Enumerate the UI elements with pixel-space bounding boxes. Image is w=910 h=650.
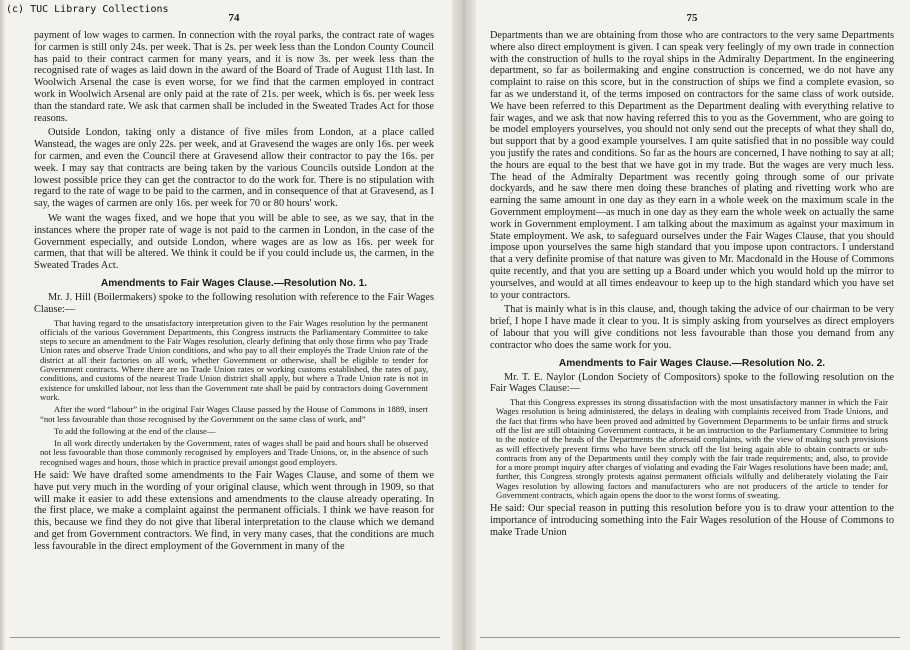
left-bottom-edge	[10, 637, 440, 638]
right-closing-paragraph: He said: Our special reason in putting this resolution before you is to draw your attention to the importance of introducing something into the Fair Wages resolution of the House of Commons to make Trade Union	[490, 503, 894, 538]
right-bottom-edge	[480, 637, 900, 638]
resolution-1-text: That having regard to the unsatisfactory interpretation given to the Fair Wages resolution by the permanent officials of the various Government Departments, this Congress instructs the Parliamentary Committee to take steps to secure an amendment to the Fair Wages resolution, clearly defining that only those firms who pay Trade Union rates and observe Trade Union conditions, and who pay to all their employés the Trade Union rate of the district at all their factories on all work, whether Government or otherwise, shall be eligible to tender for Government contracts. Where there are no Trade Union rates or working customs established, the rates of pay, conditions, and customs of the nearest Trade Union district shall apply, but where a Trade Union rate is not in existence for unskilled labour, not less than the Government rate shall be paid by contractors doing Government work.	[40, 317, 428, 402]
left-paragraph-2: Outside London, taking only a distance of five miles from London, at a place called Wanstead, the wages are only 22s. per week, and at Gravesend the wages are only 16s. per week for carmen, and even the Council there at Gravesend allow their contractor to pay the 16s. per week. I may say that contracts are being taken by the various Councils outside London at the lowest possible price they can get the contractor to do the work for. There is no stipulation with regard to the rate of wage to be paid to the carmen, and in consequence of that at Gravesend, as I say, the wages of carmen are only 16s. per week for 70 or 80 hours' work.	[34, 127, 434, 210]
left-page-number: 74	[228, 12, 240, 24]
right-page-number: 75	[686, 12, 698, 24]
right-paragraph-1: Departments than we are obtaining from those who are contractors to the very same Departments where also direct employment is given. I can speak very feelingly of my own trade in connection with the construction of hulls to the royal ships in the Admiralty Department. In the engineering department, so far as boilermaking and engine construction is concerned, we do not have any complaint to raise on this score, but in the construction of ships we find a complete evasion, so far as we understand it, of the terms imposed on contractors for the same class of work outside. We have been referred to this Department as the Department dealing with everything relative to fair wages, and we ask that now having referred this to you as the Government, who are going to be model employers yourselves, you should not only send out the precepts of what they shall do, but support that by a good example yourselves. I am quite satisfied that in no possible way could you justify the rates and conditions. So far as the hours are concerned, I have nothing to say at all; the hours are equal to the best that we have got in my trade. But the wages are very much less. The head of the Admiralty Department was recently going through some of our private dockyards, and he saw there men doing these branches of plating and rivetting work who are earning the same amount in one day as they earn in a whole week on the maximum scale in the Government employment—as much in one day as they earn the whole week on actually the same work in Government employment. I am talking about the maximum as against your maximum in State employment. We ask, to safeguard ourselves under the Fair Wages Clause, that you should impose upon yourselves the same high standard that you impose upon contractors. I understand that a very definite promise of that nature was given to Mr. Macdonald in the House of Commons quite recently, and that you are setting up a Board under which you would hold up the mirror to yourselves, and would at all times endeavour to keep up to the high standard which you have set to your contractors.	[490, 30, 894, 301]
left-paragraph-1: payment of low wages to carmen. In connection with the royal parks, the contract rate of wages for carmen is still only 24s. per week. That is 2s. per week less than the London County Council has paid to their contract carmen for many years, and it is now 3s. per week less than the recognised rate of wages as laid down in the award of the Board of Trade of August 11th last. In Woolwich Arsenal the case is even worse, for we find that the carmen employed in contract work in Woolwich Arsenal are only paid at the rate of 21s. per week, which is 6s. per week less than the standard rate. We ask that carmen shall be included in the Sweated Trades Act for those reasons.	[34, 30, 434, 124]
left-closing-paragraph: He said: We have drafted some amendments to the Fair Wages Clause, and some of them we have put very much in the wording of your original clause, which went through in 1909, so that will make it easier to add these extensions and amendments to the clause already operating. In the first place, we make a complaint against the permanent officials. I think we have reason for this, because we find they do not give that liberal interpretation to the clause which we demand and get from Government contractors. We find, in very many cases, that the conditions are much less favourable in the direct employment of the Government in many of the	[34, 469, 434, 552]
resolution-1-amendment: After the word “labour” in the original Fair Wages Clause passed by the House of Commons in 1889, insert “not less favourable than those recognised by the Government on the same class of work, and”	[40, 404, 428, 424]
book-gutter	[452, 0, 476, 650]
right-paragraph-2: That is mainly what is in this clause, and, though taking the advice of our chairman to be very brief, I hope I have made it clear to you. It is simply asking from yourselves as direct employers of labour that you will give conditions not less favourable than those you demand from any contractor who does the same work for you.	[490, 304, 894, 351]
collection-watermark: (c) TUC Library Collections	[6, 4, 169, 15]
page-edge-shadow	[0, 0, 6, 650]
left-paragraph-3: We want the wages fixed, and we hope that you will be able to see, as we say, that in the instances where the proper rate of wage is not paid to the carmen in London, in the case of the Government especially, and outside London, where wages are as low as 16s. per week for carmen, that that will be altered. We think it could be if you could include us, the carmen, in the Sweated Trades Act.	[34, 212, 434, 272]
resolution-1-addition: In all work directly undertaken by the Government, rates of wages shall be paid and hours shall be observed not less favourable than those commonly recognised by employers and Trade Unions, or, in the absence of such recognised wages and hours, those which in practice prevail amongst good employers.	[40, 438, 428, 467]
left-page	[34, 10, 434, 630]
resolution-1-addition-label: To add the following at the end of the clause—	[54, 425, 216, 436]
resolution-2-heading: Amendments to Fair Wages Clause.—Resolution No. 2.	[558, 357, 826, 369]
resolution-2-text: That this Congress expresses its strong dissatisfaction with the most unsatisfactory manner in which the Fair Wages resolution is being administered, the delays in dealing with complaints received from Trade Unions, and the fact that firms who have been proved and admitted by Government Departments to be unfair firms and struck off the list are still obtaining Government contracts, it be an instruction to the Parliamentary Committee to bring to the notice of the heads of the Departments the aforesaid complaints, with the view of making such provisions as will effectively prevent firms who have been struck off the list being again able to obtain contracts or sub-contracts from any of the Departments until they comply with the fair trade requirements; and, also, to provide for a more prompt inquiry after charges of violating and evading the Fair Wages resolutions have been made; and, further, this Congress strongly protests against permanent officials wilfully and deliberately violating the Fair Wages resolution by allowing factors and manufacturers who are not producers of the article to tender for Government contracts, which again opens the door to the worst forms of sweating.	[496, 397, 888, 501]
resolution-2-intro: Mr. T. E. Naylor (London Society of Compositors) spoke to the following resolution on the Fair Wages Clause:—	[490, 371, 894, 395]
resolution-1-intro: Mr. J. Hill (Boilermakers) spoke to the following resolution with reference to the Fair Wages Clause:—	[34, 291, 434, 315]
resolution-1-heading: Amendments to Fair Wages Clause.—Resolution No. 1.	[100, 277, 368, 289]
right-page	[490, 10, 894, 630]
